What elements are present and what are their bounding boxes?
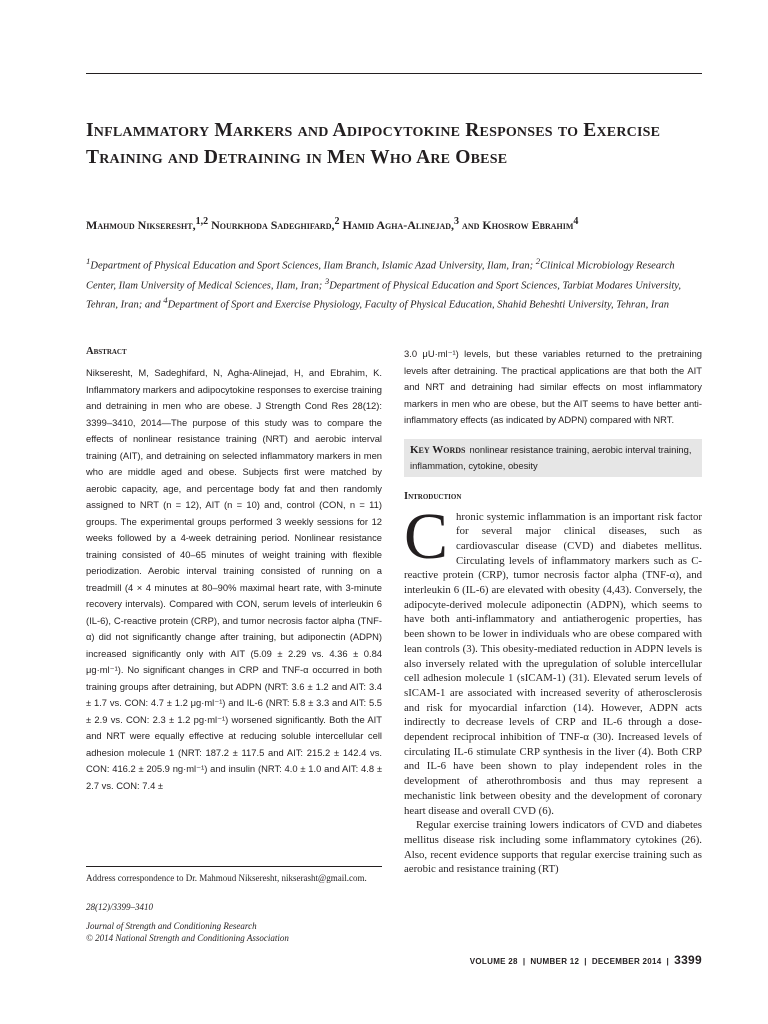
affiliations: $^1$Department of Physical Education and Sport Sciences, Ilam Branch, Islamic Azad University, Ilam, Iran; $^2$Clinical Microbiology Research Center, Ilam University of Medical Sciences, Ilam, Iran; $^3$Department of Physical Education and Sport Sciences, Tarbiat Modares University, Tehran, Iran; and $^4$Department of Sport and Exercise Physiology, Faculty of Physical Education, Shahid Beheshti University, Tehran, Iran [86, 256, 682, 311]
abstract-text: Nikseresht, M, Sadeghifard, N, Agha-Alinejad, H, and Ebrahim, K. Inflammatory markers and adipocytokine responses to exercise training and detraining in men who are obese. J Strength Cond Res 28(12): 3399–3410, 2014—The purpose of this study was to compare the effects of nonlinear resistance training (NRT) and aerobic interval training (AIT), and detraining on selected inflammatory markers in men who are middle aged and obese. Subjects first were matched by aerobic capacity, age, and percentage body fat and then randomly assigned to NRT (n = 12), AIT (n = 10) and, control (CON, n = 11) groups. The experimental groups performed 3 weekly sessions for 12 weeks followed by a 4-week detraining period. Nonlinear resistance training consisted of 40–65 minutes of weight training with flexible periodization. Aerobic interval training consisted of running on a treadmill (4 × 4 minutes at 80–90% maximal heart rate, with 3-minute recovery intervals). Compared with CON, serum levels of interleukin 6 (IL-6), C-reactive protein (CRP), and tumor necrosis factor alpha (TNF-α) did not significantly change after training, but adiponectin (ADPN) increased significantly only with AIT (5.09 ± 2.29 vs. 4.36 ± 0.84 μg·ml⁻¹). No significant changes in CRP and TNF-α occurred in both training groups after detraining, but ADPN (NRT: 3.6 ± 1.2 and AIT: 3.4 ± 1.7 vs. CON: 4.7 ± 1.2 μg·ml⁻¹) and IL-6 (NRT: 5.8 ± 3.3 and AIT: 5.5 ± 2.9 vs. CON: 2.3 ± 1.2 pg·ml⁻¹) worsened significantly. Both the AIT and NRT were equally effective at reducing soluble intercellular cell adhesion molecule 1 (NRT: 187.2 ± 117.5 and AIT: 215.2 ± 142.4 vs. CON: 416.2 ± 205.9 ng·ml⁻¹) and insulin (NRT: 4.0 ± 1.0 and AIT: 4.8 ± 2.7 vs. CON: 7.4 ± [86, 367, 382, 791]
keywords-text: nonlinear resistance training, aerobic interval training, inflammation, cytokine, obesity [410, 443, 692, 471]
affiliation: Department of Physical Education and Sport Sciences, Tarbiat Modares University, Tehran, Iran; and [86, 280, 682, 311]
copyright-note: © 2014 National Strength and Conditioning Association [86, 933, 289, 943]
page-number: 3399 [674, 953, 702, 967]
keywords-label: Key Words [410, 443, 466, 456]
author-affiliation-mark: 1,2 [195, 216, 209, 227]
affiliation: Department of Physical Education and Sport Sciences, Ilam Branch, Islamic Azad University, Ilam, Iran; [90, 260, 536, 272]
article-title: Inflammatory Markers and Adipocytokine Responses to Exercise Training and Detraining in Men Who Are Obese [86, 120, 661, 168]
introduction-heading: Introduction [404, 490, 462, 502]
footer-volume: VOLUME 28 [469, 957, 518, 966]
author-affiliation-mark: 2 [334, 216, 340, 227]
affiliation: Department of Sport and Exercise Physiology, Faculty of Physical Education, Shahid Beheshti University, Tehran, Iran [167, 299, 669, 311]
journal-name: Journal of Strength and Conditioning Research [86, 921, 257, 931]
author-name: Mahmoud Nikseresht, [86, 218, 196, 232]
left-column [86, 346, 382, 794]
author-affiliation-mark: 3 [454, 216, 460, 227]
article-citation: 28(12)/3399–3410 [86, 902, 153, 912]
affiliation: Clinical Microbiology Research Center, Ilam University of Medical Sciences, Ilam, Iran; [86, 260, 675, 291]
correspondence-note: Address correspondence to Dr. Mahmoud Nikseresht, nikserasht@gmail.com. [86, 873, 367, 883]
footer-number: NUMBER 12 [530, 957, 580, 966]
intro-paragraph: Chronic systemic inflammation is an important risk factor for several major clinical diseases, such as cardiovascular disease (CVD) and diabetes mellitus. Circulating levels of inflammatory markers such as C-reactive protein (CRP), tumor necrosis factor alpha (TNF-α), and interleukin 6 (IL-6) are elevated with obesity (4,43). Conversely, the adipocyte-derived molecule adiponectin (ADPN), which seems to have both anti-inflammatory and antiatherogenic properties, has been shown to be lower in individuals who are obese compared with lean controls (3). This obesity-mediated reduction in ADPN levels is also inversely related with the upregulation of soluble intercellular cell adhesion molecule 1 (sICAM-1) (31). Elevated serum levels of sICAM-1 are associated with increased severity of atherosclerosis and risk for myocardial infarction (14). However, ADPN acts indirectly to decrease levels of CRP and IL-6 through a dose-dependent reciprocal inhibition of TNF-α (30). Increased levels of circulating IL-6 stimulate CRP synthesis in the liver (4). Both CRP and IL-6 have been shown to play independent roles in the development of atherothrombosis and thus may represent a mechanistic link between obesity and the development of coronary heart disease and overall CVD (6). [404, 499, 702, 817]
intro-paragraph: Regular exercise training lowers indicators of CVD and diabetes mellitus disease risk including some inflammatory cytokines (26). Also, recent evidence supports that regular exercise training such as aerobic and resistance training (RT) [404, 819, 702, 876]
footer-date: DECEMBER 2014 [591, 957, 662, 966]
author-name: Khosrow Ebrahim [482, 218, 574, 232]
right-column [404, 346, 702, 877]
author-affiliation-mark: 4 [573, 216, 579, 227]
top-rule [86, 73, 702, 74]
abstract-heading: Abstract [86, 346, 127, 357]
author-name: Nourkhoda Sadeghifard, [211, 218, 335, 232]
keywords-box [404, 439, 702, 477]
author-name: Hamid Agha-Alinejad, [342, 218, 455, 232]
author-list: Mahmoud Nikseresht,$^{1,2}$ Nourkhoda Sadeghifard,$^2$ Hamid Agha-Alinejad,$^3$ and Khosrow Ebrahim$^4$ [86, 216, 579, 232]
abstract-continued: 3.0 μU·ml⁻¹) levels, but these variables returned to the pretraining levels after detraining. The practical applications are that both the AIT and NRT and detraining had similar effects on most inflammatory markers in men who are obese, but the AIT seems to have better anti-inflammatory effects (as indicated by ADPN) compared with NRT. [404, 348, 702, 425]
footnote-rule [86, 866, 382, 867]
drop-cap: C [404, 499, 449, 573]
page-footer: VOLUME 28 | NUMBER 12 | DECEMBER 2014 | 3399 [469, 953, 702, 967]
